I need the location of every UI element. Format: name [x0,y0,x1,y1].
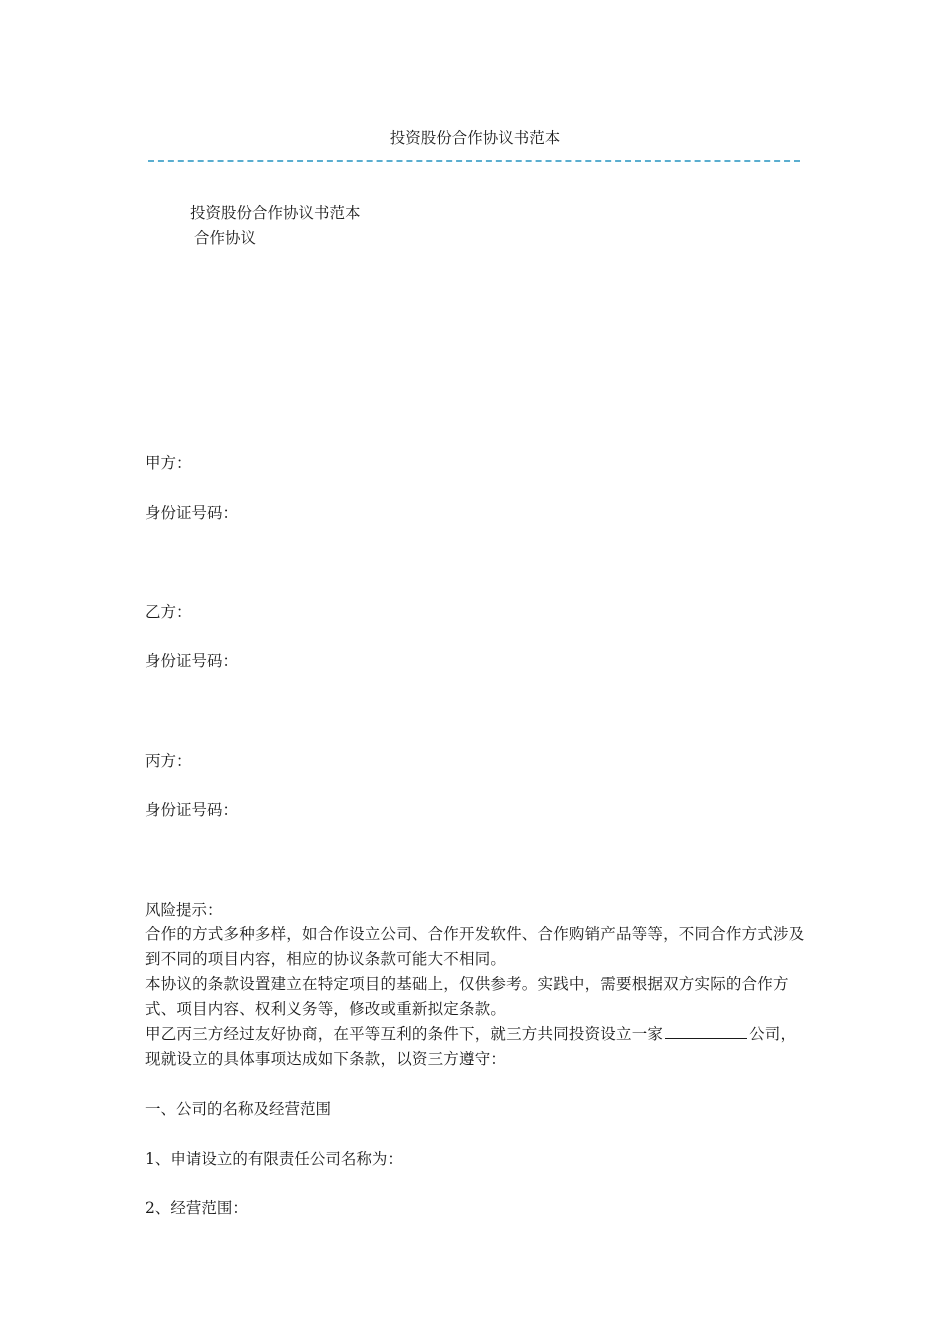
party-c-label: 丙方： [145,752,192,770]
section-1-item-1: 1、申请设立的有限责任公司名称为： [145,1150,403,1168]
risk-paragraph-2: 本协议的条款设置建立在特定项目的基础上，仅供参考。实践中，需要根据双方实际的合作方式、项目内容、权利义务等，修改或重新拟定条款。 [145,975,789,1018]
preamble-text-after: 公司，现就设立的具体事项达成如下条款，以资三方遵守： [145,1025,797,1068]
company-name-blank [665,1037,747,1039]
risk-heading: 风险提示： [145,901,223,919]
page-header-title: 投资股份合作协议书范本 [389,129,561,147]
risk-paragraph-1: 合作的方式多种多样，如合作设立公司、合作开发软件、合作购销产品等等，不同合作方式涉及到不同的项目内容，相应的协议条款可能大不相同。 [145,925,805,968]
agreement-preamble [145,1022,807,1072]
party-a-id-label: 身份证号码： [145,504,239,522]
intro-title: 投资股份合作协议书范本 [190,204,361,222]
party-c-id-label: 身份证号码： [145,801,239,819]
party-b-label: 乙方： [145,603,192,621]
section-1-heading: 一、公司的名称及经营范围 [145,1100,332,1118]
header-dashed-divider [148,160,800,162]
intro-subtitle: 合作协议 [194,229,257,247]
preamble-text-before: 甲乙丙三方经过友好协商，在平等互利的条件下，就三方共同投资设立一家 [145,1025,664,1043]
party-b-id-label: 身份证号码： [145,652,239,670]
section-1-item-2: 2、经营范围： [145,1199,248,1217]
party-a-label: 甲方： [145,454,192,472]
